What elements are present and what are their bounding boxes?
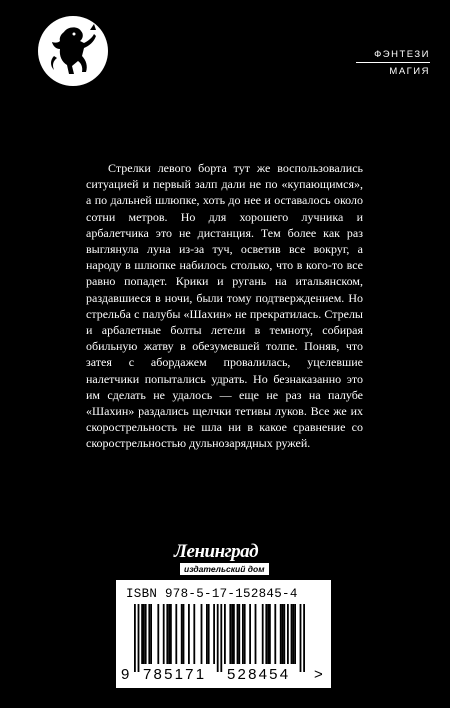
barcode-bar [249,604,251,664]
publisher-logo [38,16,108,86]
barcode-bar [141,604,143,664]
barcode-bar [168,604,170,664]
barcode-bar [303,604,305,672]
barcode-bar [163,604,165,664]
genre-block [356,48,430,78]
barcode-bar [175,604,177,664]
barcode-bar [282,604,284,664]
barcode-bar [244,604,246,664]
barcode-bar [300,604,302,672]
barcode-bar [213,604,215,664]
barcode-bar [280,604,282,664]
barcode-bar [208,604,210,664]
barcode-bar [237,604,239,664]
lion-icon [38,16,108,86]
barcode-bar [267,604,269,664]
genre-primary: ФЭНТЕЗИ [374,49,430,60]
barcode-bar [269,604,271,664]
barcode-bar [201,604,203,664]
barcode-bar [145,604,147,664]
back-cover-excerpt: Стрелки левого борта тут же воспользовались ситуацией и первый залп дали не по «купающимся», а по дальней шлюпке, хоть до нее и оставалось около сотни метров. Но для хорошего лучника и арбалетчика это не дистанция. Тем более как раз выглянула луна из-за туч, осветив все вокруг, а народу в шлюпке набилось столько, что в кого-то все равно попадет. Крики и ругань на итальянском, раздавшиеся в ночи, были тому подтверждением. Но стрельба с палубы «Шахин» не прекратилась. Стрелы и арбалетные болты летели в темноту, собирая обильную жатву в обезумевшей толпе. Поняв, что затея с абордажем провалилась, уцелевшие налетчики попытались удрать. Но безнаказанно это им сделать не удалось — еще не раз на палубе «Шахин» раздались щелчки тетивы луков. Все же их скорострельность не шла ни в какое сравнение со скорострельностью дульнозарядных ружей. [86,161,363,451]
barcode-bar [233,604,235,664]
barcode-bar [157,604,159,664]
barcode-bar [231,604,233,664]
barcode-bar [265,604,267,664]
barcode-panel [116,580,331,688]
publisher-name: Ленинград [174,541,259,562]
barcode-bar [220,604,222,672]
barcode-bar [294,604,296,664]
barcode-bar [262,604,264,664]
publisher-mark [170,541,282,579]
barcode-digits-left: 785171 [143,666,207,683]
barcode-bar [138,604,140,672]
barcode-bar [166,604,168,664]
barcode-bar [181,604,183,664]
barcode-digit-first: 9 [121,666,130,683]
barcode-bar [229,604,231,664]
barcode-bar [217,604,219,672]
barcode-bar [143,604,145,664]
barcode-digits-right: 528454 [227,666,291,683]
barcode-bar [224,604,226,664]
barcode-quiet-zone-arrow: > [314,666,323,683]
barcode-bar [287,604,289,664]
barcode-bar [283,604,285,664]
genre-divider [356,62,430,63]
genre-secondary: МАГИЯ [389,66,430,77]
barcode-bar [206,604,208,664]
isbn-label: ISBN 978-5-17-152845-4 [126,587,298,601]
barcode-bar [255,604,257,664]
barcode-bar [170,604,172,664]
barcode-bar [148,604,150,664]
barcode-bar [188,604,190,664]
barcode-bar [291,604,293,664]
publisher-subtitle: издательский дом [180,563,269,575]
barcode-bar [150,604,152,664]
barcode-bar [134,604,136,672]
barcode-bar [238,604,240,664]
barcode-bar [292,604,294,664]
barcode-bar [242,604,244,664]
barcode-bar [274,604,276,664]
barcode-bars [134,604,314,672]
barcode-bar [183,604,185,664]
barcode-bar [193,604,195,664]
